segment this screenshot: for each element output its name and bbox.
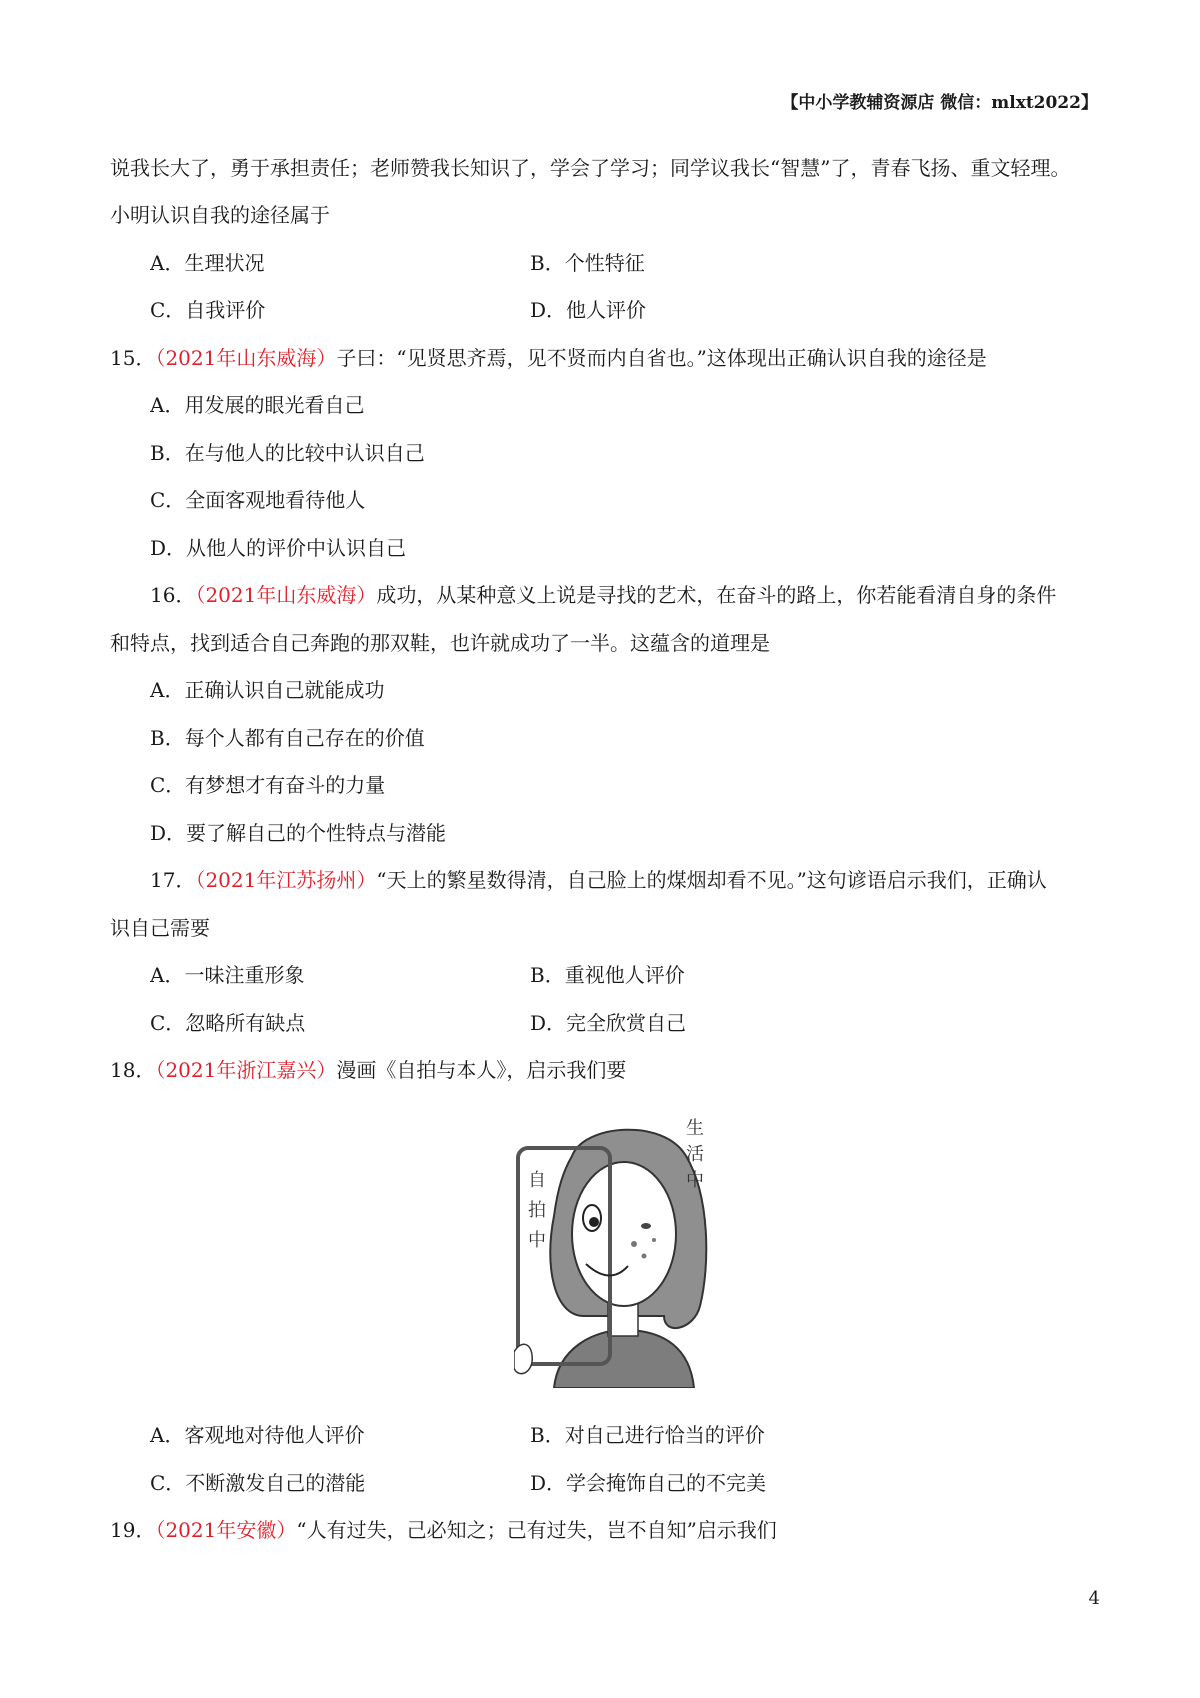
q15-option-d: D．从他人的评价中认识自己 bbox=[150, 536, 407, 560]
q14-option-d: D．他人评价 bbox=[530, 298, 647, 322]
q14-option-b: B．个性特征 bbox=[530, 251, 645, 275]
q15-option-b: B．在与他人的比较中认识自己 bbox=[150, 441, 425, 465]
hand-shape bbox=[514, 1344, 532, 1373]
q15-stem bbox=[110, 343, 987, 373]
q19-number: 19． bbox=[110, 1518, 156, 1542]
q17-option-d: D．完全欣赏自己 bbox=[530, 1011, 687, 1035]
eye-right bbox=[641, 1223, 651, 1229]
q15-option-a: A．用发展的眼光看自己 bbox=[150, 393, 365, 417]
q16-option-a: A．正确认识自己就能成功 bbox=[150, 678, 385, 702]
caption-real-3: 中 bbox=[686, 1170, 704, 1191]
q16-number: 16． bbox=[150, 583, 196, 607]
q18-option-b: B．对自己进行恰当的评价 bbox=[530, 1423, 765, 1447]
q16-option-d: D．要了解自己的个性特点与潜能 bbox=[150, 821, 447, 845]
q15-number: 15． bbox=[110, 346, 156, 370]
caption-selfie-3: 中 bbox=[528, 1230, 546, 1251]
q14-stem-line2: 小明认识自我的途径属于 bbox=[110, 203, 330, 227]
q15-option-c: C．全面客观地看待他人 bbox=[150, 488, 366, 512]
q16-option-b: B．每个人都有自己存在的价值 bbox=[150, 726, 425, 750]
caption-selfie-2: 拍 bbox=[528, 1200, 546, 1221]
spot-2 bbox=[642, 1254, 647, 1259]
neck-shape bbox=[608, 1302, 638, 1336]
spot-1 bbox=[631, 1241, 637, 1247]
q15-text: 子曰：“见贤思齐焉，见不贤而内自省也。”这体现出正确认识自我的途径是 bbox=[336, 346, 987, 370]
q18-source: （2021年浙江嘉兴） bbox=[155, 1058, 337, 1082]
q17-text-line1: “天上的繁星数得清，自己脸上的煤烟却看不见。”这句谚语启示我们，正确认 bbox=[376, 868, 1047, 892]
q14-option-c: C．自我评价 bbox=[150, 298, 266, 322]
q17-number: 17． bbox=[150, 868, 196, 892]
page-number: 4 bbox=[1088, 1588, 1100, 1609]
q18-text: 漫画《自拍与本人》，启示我们要 bbox=[336, 1058, 627, 1082]
caption-real-1: 生 bbox=[686, 1118, 704, 1139]
q18-option-a: A．客观地对待他人评价 bbox=[150, 1423, 365, 1447]
caption-selfie-1: 自 bbox=[528, 1170, 546, 1191]
body-shape bbox=[554, 1330, 694, 1388]
pupil-left bbox=[589, 1217, 599, 1227]
spot-3 bbox=[652, 1238, 656, 1242]
q19-source: （2021年安徽） bbox=[155, 1518, 297, 1542]
q18-option-d: D．学会掩饰自己的不完美 bbox=[530, 1471, 767, 1495]
q14-stem-line1: 说我长大了，勇于承担责任；老师赞我长知识了，学会了学习；同学议我长“智慧”了，青春飞扬、重文轻理。 bbox=[110, 156, 1071, 180]
caption-real bbox=[686, 1118, 710, 1191]
q16-stem-line2: 和特点，找到适合自己奔跑的那双鞋，也许就成功了一半。这蕴含的道理是 bbox=[110, 631, 770, 655]
q16-stem-line1 bbox=[150, 580, 1056, 610]
q17-option-b: B．重视他人评价 bbox=[530, 963, 685, 987]
q16-source: （2021年山东威海） bbox=[195, 583, 377, 607]
q17-stem-line1 bbox=[150, 865, 1047, 895]
q17-stem-line2: 识自己需要 bbox=[110, 916, 210, 940]
q19-stem bbox=[110, 1515, 777, 1545]
q16-option-c: C．有梦想才有奋斗的力量 bbox=[150, 773, 386, 797]
caption-real-2: 活 bbox=[686, 1144, 704, 1165]
q17-source: （2021年江苏扬州） bbox=[195, 868, 377, 892]
q18-number: 18． bbox=[110, 1058, 156, 1082]
q16-text-line1: 成功，从某种意义上说是寻找的艺术，在奋斗的路上，你若能看清自身的条件 bbox=[376, 583, 1057, 607]
face-shape bbox=[572, 1162, 676, 1306]
caption-selfie bbox=[528, 1170, 552, 1251]
q19-text: “人有过失，己必知之；己有过失，岂不自知”启示我们 bbox=[296, 1518, 777, 1542]
q17-option-a: A．一味注重形象 bbox=[150, 963, 305, 987]
q15-source: （2021年山东威海） bbox=[155, 346, 337, 370]
cartoon-selfie-vs-reality bbox=[514, 1116, 718, 1388]
q17-option-c: C．忽略所有缺点 bbox=[150, 1011, 306, 1035]
q18-stem bbox=[110, 1055, 626, 1085]
page-header: 【中小学教辅资源店 微信：mlxt2022】 bbox=[781, 93, 1098, 113]
q18-option-c: C．不断激发自己的潜能 bbox=[150, 1471, 366, 1495]
q14-option-a: A．生理状况 bbox=[150, 251, 265, 275]
